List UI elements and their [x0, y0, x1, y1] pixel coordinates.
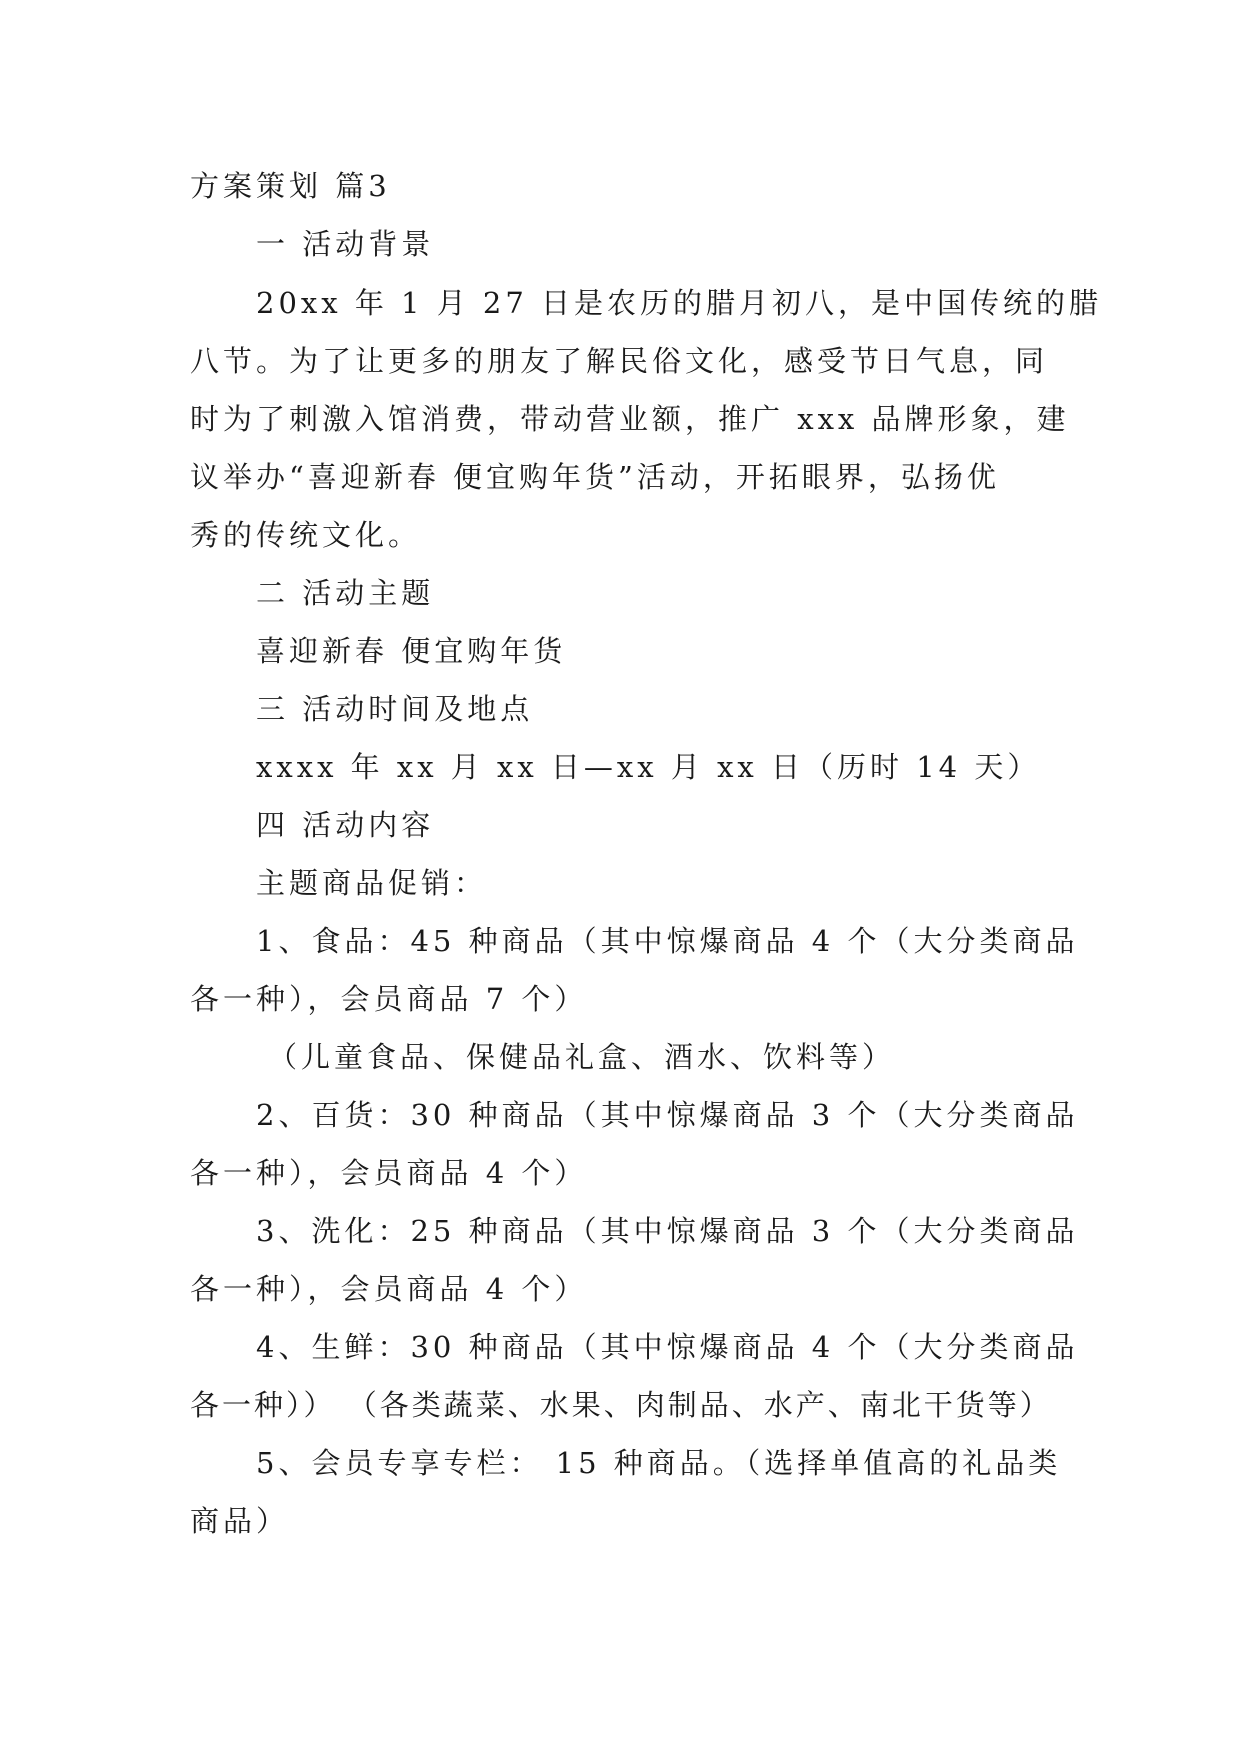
section-heading-theme: 二 活动主题: [256, 576, 435, 610]
list-item: 4、生鲜：30 种商品（其中惊爆商品 4 个（大分类商品: [256, 1330, 1079, 1364]
list-item-continuation: 各一种）） （各类蔬菜、水果、肉制品、水产、南北干货等）: [190, 1388, 1052, 1422]
paragraph-line: 八节。为了让更多的朋友了解民俗文化，感受节日气息，同: [190, 344, 1049, 378]
paragraph-line: 20xx 年 1 月 27 日是农历的腊月初八，是中国传统的腊: [256, 286, 1103, 320]
theme-text: 喜迎新春 便宜购年货: [256, 634, 567, 668]
list-item-continuation: 商品）: [190, 1504, 290, 1538]
list-item-continuation: 各一种），会员商品 4 个）: [190, 1156, 588, 1190]
paragraph-line: 时为了刺激入馆消费，带动营业额，推广 xxx 品牌形象，建: [190, 402, 1070, 436]
list-item: 3、洗化：25 种商品（其中惊爆商品 3 个（大分类商品: [256, 1214, 1079, 1248]
paragraph-line: 议举办“喜迎新春 便宜购年货”活动，开拓眼界，弘扬优: [190, 460, 1000, 494]
time-text: xxxx 年 xx 月 xx 日—xx 月 xx 日（历时 14 天）: [256, 750, 1041, 784]
list-item-note: （儿童食品、保健品礼盒、酒水、饮料等）: [268, 1040, 896, 1074]
list-item: 2、百货：30 种商品（其中惊爆商品 3 个（大分类商品: [256, 1098, 1079, 1132]
list-item-continuation: 各一种），会员商品 7 个）: [190, 982, 588, 1016]
list-item: 1、食品：45 种商品（其中惊爆商品 4 个（大分类商品: [256, 924, 1079, 958]
list-item: 5、会员专享专栏： 15 种商品。（选择单值高的礼品类: [256, 1446, 1062, 1480]
section-heading-time-place: 三 活动时间及地点: [256, 692, 534, 726]
content-intro: 主题商品促销：: [256, 866, 488, 900]
document-title: 方案策划 篇3: [190, 169, 391, 203]
section-heading-background: 一 活动背景: [256, 227, 435, 261]
list-item-continuation: 各一种），会员商品 4 个）: [190, 1272, 588, 1306]
section-heading-content: 四 活动内容: [256, 808, 435, 842]
paragraph-line: 秀的传统文化。: [190, 518, 422, 552]
